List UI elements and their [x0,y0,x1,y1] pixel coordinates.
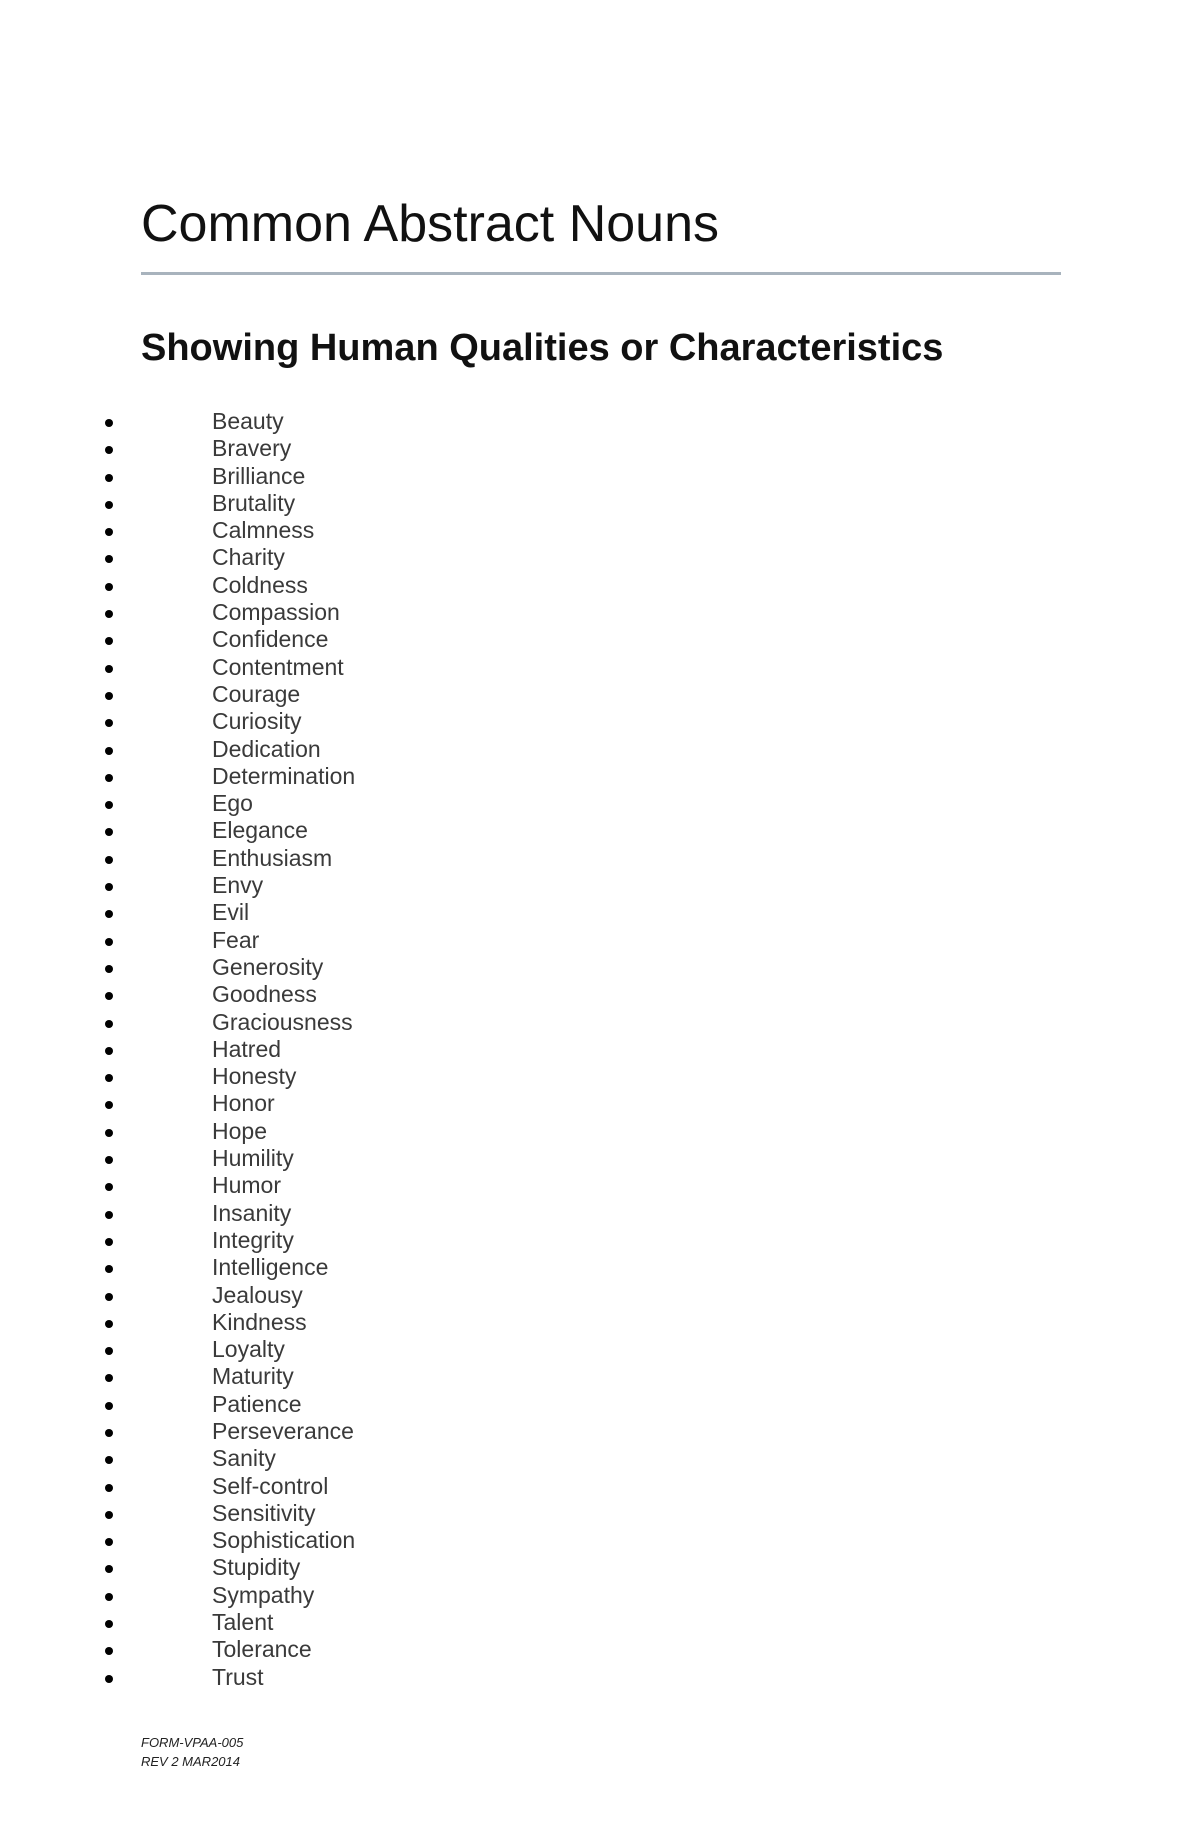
list-item-label: Evil [212,899,250,926]
title-divider [141,272,1061,275]
bullet-icon [105,1565,113,1573]
bullet-icon [105,528,113,536]
list-item-label: Talent [212,1609,274,1636]
list-item-label: Humor [212,1172,282,1199]
list-item-label: Bravery [212,435,292,462]
list-item-label: Brilliance [212,462,306,489]
list-item-label: Curiosity [212,708,302,735]
list-item-label: Perseverance [212,1417,354,1444]
list-item-label: Jealousy [212,1281,303,1308]
list-item-label: Trust [212,1663,264,1690]
bullet-icon [105,1101,113,1109]
bullet-icon [105,1593,113,1601]
bullet-icon [105,883,113,891]
list-item-label: Tolerance [212,1636,312,1663]
bullet-icon [105,828,113,836]
bullet-icon [105,1374,113,1382]
bullet-icon [105,1538,113,1546]
bullet-icon [105,1484,113,1492]
bullet-icon [105,910,113,918]
list-item-label: Confidence [212,626,329,653]
form-id: FORM-VPAA-005 [141,1735,244,1750]
list-item-label: Fear [212,926,260,953]
bullet-icon [105,1456,113,1464]
bullet-icon [105,1293,113,1301]
section-heading: Showing Human Qualities or Characteristics [141,327,944,369]
bullet-icon [105,637,113,645]
bullet-icon [105,692,113,700]
bullet-icon [105,1074,113,1082]
list-item-label: Maturity [212,1363,294,1390]
bullet-icon [105,992,113,1000]
bullet-icon [105,1620,113,1628]
list-item-label: Humility [212,1145,294,1172]
bullet-icon [105,856,113,864]
bullet-icon [105,747,113,755]
bullet-icon [105,965,113,973]
form-footer [141,1733,243,1771]
list-item-label: Calmness [212,517,315,544]
list-item-label: Envy [212,872,264,899]
list-item-label: Insanity [212,1199,292,1226]
bullet-icon [105,719,113,727]
bullet-icon [105,665,113,673]
bullet-icon [105,1047,113,1055]
bullet-icon [105,501,113,509]
list-item-label: Hope [212,1117,267,1144]
list-item-label: Self-control [212,1472,329,1499]
list-item-label: Coldness [212,571,308,598]
list-item-label: Compassion [212,599,340,626]
list-item-label: Courage [212,680,301,707]
bullet-icon [105,555,113,563]
bullet-icon [105,1183,113,1191]
bullet-icon [105,610,113,618]
bullet-icon [105,1211,113,1219]
list-item-label: Ego [212,790,253,817]
list-item-label: Generosity [212,953,324,980]
list-item-label: Sanity [212,1445,276,1472]
list-item-label: Elegance [212,817,308,844]
list-item-label: Sensitivity [212,1499,316,1526]
bullet-icon [105,1020,113,1028]
bullet-icon [105,801,113,809]
form-revision: REV 2 MAR2014 [141,1754,240,1769]
list-item-label: Integrity [212,1226,294,1253]
list-item-label: Stupidity [212,1554,301,1581]
bullet-icon [105,1647,113,1655]
list-item-label: Graciousness [212,1008,353,1035]
list-item-label: Determination [212,762,356,789]
bullet-icon [105,1156,113,1164]
bullet-icon [105,774,113,782]
list-item-label: Sympathy [212,1581,315,1608]
bullet-icon [105,1320,113,1328]
list-item-label: Beauty [212,408,284,434]
bullet-icon [105,419,113,427]
list-item-label: Honor [212,1090,275,1117]
bullet-icon [105,938,113,946]
list-item-label: Hatred [212,1035,282,1062]
list-item-label: Loyalty [212,1336,285,1363]
list-item-label: Honesty [212,1063,297,1090]
bullet-icon [105,1347,113,1355]
bullet-icon [105,474,113,482]
list-item-label: Charity [212,544,285,571]
list-item-label: Enthusiasm [212,844,333,871]
list-item-label: Sophistication [212,1527,356,1554]
bullet-icon [105,1129,113,1137]
bullet-icon [105,1238,113,1246]
list-item-label: Kindness [212,1308,307,1335]
list-item-label: Goodness [212,981,317,1008]
bullet-icon [105,446,113,454]
list-item-label: Brutality [212,489,296,516]
bullet-icon [105,1675,113,1683]
bullet-icon [105,1402,113,1410]
list-item-label: Contentment [212,653,344,680]
bullet-icon [105,1429,113,1437]
bullet-icon [105,1511,113,1519]
list-item-label: Intelligence [212,1254,329,1281]
list-item-label: Dedication [212,735,321,762]
bullet-icon [105,583,113,591]
page-title: Common Abstract Nouns [141,195,720,253]
list-item-label: Patience [212,1390,302,1417]
bullet-icon [105,1265,113,1273]
